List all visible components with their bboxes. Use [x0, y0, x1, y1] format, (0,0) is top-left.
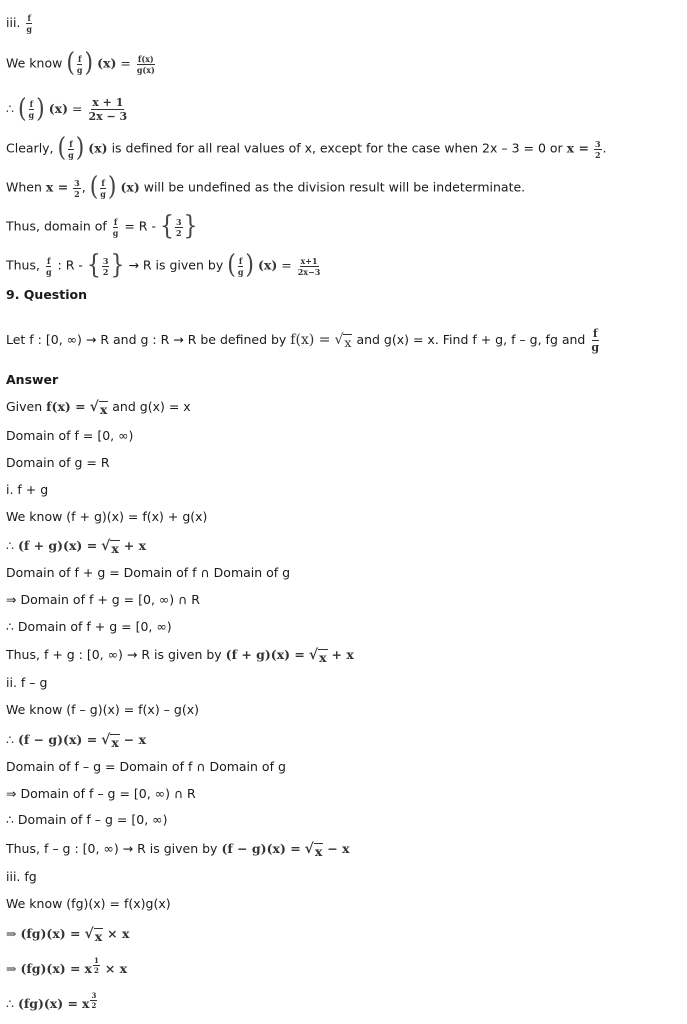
- text: Given: [6, 399, 43, 414]
- fraction-x1-over-2x3: $\frac{x + 1}{2x - 3}$: [88, 96, 128, 123]
- set-3-over-2: { $\frac{3}{2}$ }: [159, 211, 198, 242]
- part-i-therefore: [6, 538, 146, 556]
- math-x: (x): [97, 55, 117, 71]
- sqrt-x: √ x: [304, 841, 323, 859]
- part-i-we-know: We know (f + g)(x) = f(x) + g(x): [6, 509, 208, 524]
- paren-f-over-g: ( $\frac{f}{g}$ ): [57, 133, 85, 164]
- text: Thus,: [6, 257, 40, 273]
- label-text: iii.: [6, 15, 21, 30]
- fraction-f-over-g: $\frac{f}{g}$: [591, 327, 600, 354]
- text: Let f : [0, ∞) → R and g : R → R be defined by: [6, 332, 287, 347]
- math-x: (x): [120, 179, 140, 195]
- domain-statement: [6, 211, 198, 242]
- question-heading: 9. Question: [6, 287, 87, 302]
- part-ii-we-know: We know (f – g)(x) = f(x) – g(x): [6, 702, 199, 717]
- text: When: [6, 179, 42, 195]
- part-i-domain-3: ∴ Domain of f + g = [0, ∞): [6, 619, 172, 634]
- math-fmg: (f − g)(x) =: [17, 732, 98, 747]
- part-ii-label: ii. f – g: [6, 675, 48, 690]
- part-iii-step-2: [6, 956, 128, 978]
- math-times-x: × x: [107, 926, 130, 941]
- math-fg: (fg)(x) =: [20, 961, 81, 976]
- math-x-equals: x =: [566, 140, 589, 156]
- math-fmg: (f − g)(x) =: [221, 841, 301, 856]
- period: .: [602, 140, 607, 156]
- therefore-result: [6, 93, 129, 124]
- math-fpg: (f + g)(x) =: [225, 647, 305, 662]
- therefore-symbol: ∴: [6, 538, 14, 553]
- sqrt-x: √ x: [89, 399, 108, 417]
- part-i-domain-2: ⇒ Domain of f + g = [0, ∞) ∩ R: [6, 592, 200, 607]
- sqrt-x: √ x: [308, 647, 327, 665]
- math-minus-x: − x: [123, 732, 147, 747]
- math-fpg: (f + g)(x) =: [17, 538, 98, 553]
- paren-f-over-g: ( $\frac{f}{g}$ ): [89, 172, 117, 203]
- math-minus-x: − x: [327, 841, 350, 856]
- question-text: [6, 328, 601, 353]
- part-i-label: i. f + g: [6, 482, 49, 497]
- therefore-symbol: ∴: [6, 101, 14, 116]
- math-x: (x): [257, 257, 278, 273]
- math-fg: (fg)(x) =: [20, 926, 81, 941]
- implies-symbol: ⇒: [6, 926, 17, 941]
- part-ii-domain-3: ∴ Domain of f – g = [0, ∞): [6, 812, 168, 827]
- fraction-3-over-2: $\frac{3}{2}$: [74, 177, 80, 199]
- part-iii-step-1: [6, 926, 129, 944]
- text: Clearly,: [6, 140, 54, 156]
- part-ii-thus: [6, 841, 350, 859]
- implies-symbol: ⇒: [6, 961, 17, 976]
- sqrt-x: √ x: [101, 732, 119, 750]
- sqrt-x: √ x: [334, 332, 352, 350]
- given-line: [6, 399, 191, 417]
- text: and g(x) = x. Find f + g, f – g, fg and: [356, 332, 586, 347]
- fraction-f-over-g: $\frac{f}{g}$: [112, 216, 119, 238]
- part-ii-domain-2: ⇒ Domain of f – g = [0, ∞) ∩ R: [6, 786, 196, 801]
- math-fx-equals: f(x) =: [290, 332, 331, 348]
- part-i-thus: [6, 647, 354, 665]
- text: Thus, f + g : [0, ∞) → R is given by: [6, 647, 222, 662]
- comma: ,: [81, 179, 86, 195]
- text: Thus, f – g : [0, ∞) → R is given by: [6, 841, 218, 856]
- math-x-equals: x =: [45, 179, 69, 195]
- equals: =: [120, 55, 131, 71]
- paren-f-over-g: ( $\frac{f}{g}$ ): [17, 93, 45, 124]
- text: We know: [6, 55, 63, 71]
- part-ii-therefore: [6, 732, 146, 750]
- domain-f: Domain of f = [0, ∞): [6, 428, 134, 443]
- math-plus-x: + x: [123, 538, 147, 553]
- part-ii-domain-1: Domain of f – g = Domain of f ∩ Domain of g: [6, 759, 286, 774]
- therefore-symbol: ∴: [6, 996, 14, 1011]
- math-times-x: × x: [104, 961, 128, 976]
- x-power-half: x $\frac{1}{2}$: [84, 956, 99, 976]
- equals: =: [71, 101, 83, 116]
- part-i-domain-1: Domain of f + g = Domain of f ∩ Domain of g: [6, 565, 291, 580]
- fraction-3-over-2: $\frac{3}{2}$: [594, 138, 601, 160]
- equals: =: [281, 257, 292, 273]
- fraction-fx-over-gx: $\frac{f(x)}{g(x)}$: [136, 53, 155, 75]
- fraction-f-over-g: $\frac{f}{g}$: [26, 13, 32, 34]
- we-know-definition: [6, 48, 157, 79]
- text: → R is given by: [128, 257, 224, 273]
- math-plus-x: + x: [331, 647, 354, 662]
- math-x: (x): [88, 140, 108, 156]
- text: is defined for all real values of x, except for the case when 2x – 3 = 0 or: [111, 140, 563, 156]
- fraction-f-over-g: $\frac{f}{g}$: [45, 255, 52, 277]
- paren-f-over-g: ( $\frac{f}{g}$ ): [66, 48, 94, 79]
- text: = R -: [124, 218, 156, 234]
- part-iii-we-know: We know (fg)(x) = f(x)g(x): [6, 896, 171, 911]
- text: : R -: [57, 257, 83, 273]
- when-statement: [6, 172, 526, 203]
- text: Thus, domain of: [6, 218, 107, 234]
- math-x: (x): [48, 101, 68, 116]
- text: and g(x) = x: [112, 399, 191, 414]
- sqrt-x: √ x: [84, 926, 103, 944]
- clearly-statement: [6, 133, 607, 164]
- function-statement: [6, 250, 322, 281]
- set-3-over-2: { $\frac{3}{2}$ }: [86, 250, 125, 281]
- part-iii-step-3: [6, 991, 98, 1013]
- part-iii-fg-label: iii. fg: [6, 869, 37, 884]
- fraction-x1-over-2x3-small: $\frac{x+1}{2x-3}$: [297, 255, 321, 277]
- answer-heading: Answer: [6, 372, 59, 387]
- math-fg: (fg)(x) =: [17, 996, 78, 1011]
- math-fx-equals: f(x) =: [46, 399, 86, 414]
- x-power-three-halves: x $\frac{3}{2}$: [81, 991, 97, 1011]
- text: will be undefined as the division result will be indeterminate.: [143, 179, 526, 195]
- therefore-symbol: ∴: [6, 732, 14, 747]
- part-iii-label: [6, 14, 34, 33]
- domain-g: Domain of g = R: [6, 455, 110, 470]
- paren-f-over-g: ( $\frac{f}{g}$ ): [227, 250, 254, 281]
- sqrt-x: √ x: [101, 538, 119, 556]
